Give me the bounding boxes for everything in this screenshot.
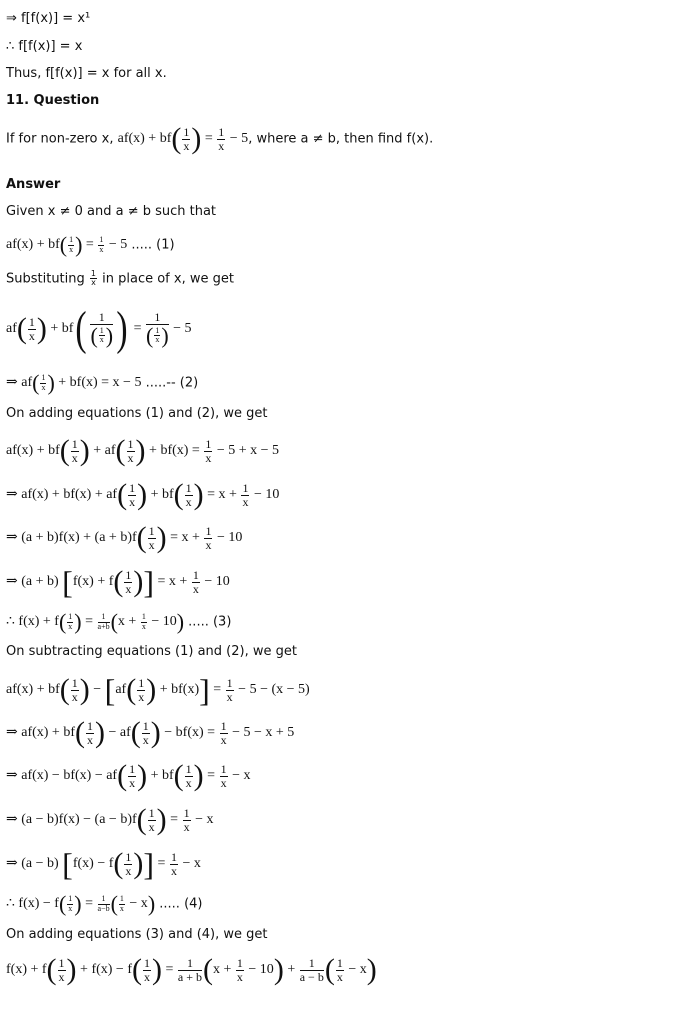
final-sum-equation: f(x) + f( $\frac{1}{x}$ ) + f(x) − f( $\frac{1}{x}$ ) = $\frac{1}{a + b}$ (x + $\frac{1}{x}$ − 10) + $\frac{1}{a - b}$ ( $\frac{1}{x}$ − x): [6, 953, 377, 986]
adding2-line: On adding equations (3) and (4), we get: [6, 927, 268, 942]
question-equation: af(x) + bf( $\frac{1}{x}$ ) = $\frac{1}{x}$ − 5: [117, 122, 249, 155]
equation-3: ∴ f(x) + f( $\frac{1}{x}$ ) = $\frac{1}{a+b}$ (x + $\frac{1}{x}$ − 10) ..... (3): [6, 609, 232, 634]
subtracting-line: On subtracting equations (1) and (2), we get: [6, 644, 297, 659]
sum-equation-1: af(x) + bf( $\frac{1}{x}$ ) + af( $\frac{1}{x}$ ) + bf(x) = $\frac{1}{x}$ − 5 + x − 5: [6, 434, 280, 467]
question-heading: 11. Question: [6, 93, 100, 108]
sum-equation-3: ⇒ (a + b)f(x) + (a + b)f( $\frac{1}{x}$ ) = x + $\frac{1}{x}$ − 10: [6, 521, 243, 554]
substituting-line: Substituting $\frac{1}{x}$ in place of x, we get: [6, 269, 234, 288]
substituted-equation: af( $\frac{1}{x}$ ) + bf( 1 ( $\frac{1}{x}$ ) ) = 1 ( $\frac{1}{x}$ ) − 5: [6, 302, 192, 355]
diff-equation-3: ⇒ af(x) − bf(x) − af( $\frac{1}{x}$ ) + bf( $\frac{1}{x}$ ) = $\frac{1}{x}$ − x: [6, 759, 251, 792]
line-thus: Thus, f[f(x)] = x for all x.: [6, 66, 167, 81]
line-ffx-x1: ⇒ f[f(x)] = x¹: [6, 11, 91, 26]
equation-1: af(x) + bf( $\frac{1}{x}$ ) = $\frac{1}{x}$ − 5 ..... (1): [6, 232, 175, 257]
diff-equation-5: ⇒ (a − b) [f(x) − f( $\frac{1}{x}$ )] = $\frac{1}{x}$ − x: [6, 846, 201, 882]
adding-line: On adding equations (1) and (2), we get: [6, 406, 268, 421]
diff-equation-4: ⇒ (a − b)f(x) − (a − b)f( $\frac{1}{x}$ ) = $\frac{1}{x}$ − x: [6, 803, 214, 836]
equation-4: ∴ f(x) − f( $\frac{1}{x}$ ) = $\frac{1}{a-b}$ ( $\frac{1}{x}$ − x) ..... (4): [6, 891, 203, 916]
equation-2: ⇒ af( $\frac{1}{x}$ ) + bf(x) = x − 5 .....-- (2): [6, 370, 199, 395]
sum-equation-4: ⇒ (a + b) [f(x) + f( $\frac{1}{x}$ )] = x + $\frac{1}{x}$ − 10: [6, 564, 230, 600]
line-therefore-ffx: ∴ f[f(x)] = x: [6, 39, 83, 54]
diff-equation-2: ⇒ af(x) + bf( $\frac{1}{x}$ ) − af( $\frac{1}{x}$ ) − bf(x) = $\frac{1}{x}$ − 5 − x + 5: [6, 716, 295, 749]
answer-heading: Answer: [6, 177, 61, 192]
sum-equation-2: ⇒ af(x) + bf(x) + af( $\frac{1}{x}$ ) + bf( $\frac{1}{x}$ ) = x + $\frac{1}{x}$ − 10: [6, 478, 280, 511]
given-line: Given x ≠ 0 and a ≠ b such that: [6, 204, 217, 219]
diff-equation-1: af(x) + bf( $\frac{1}{x}$ ) − [af( $\frac{1}{x}$ ) + bf(x)] = $\frac{1}{x}$ − 5 − (x − 5): [6, 672, 310, 708]
question-text: If for non-zero x, af(x) + bf( $\frac{1}{x}$ ) = $\frac{1}{x}$ − 5, where a ≠ b, then find f(x).: [6, 122, 434, 155]
